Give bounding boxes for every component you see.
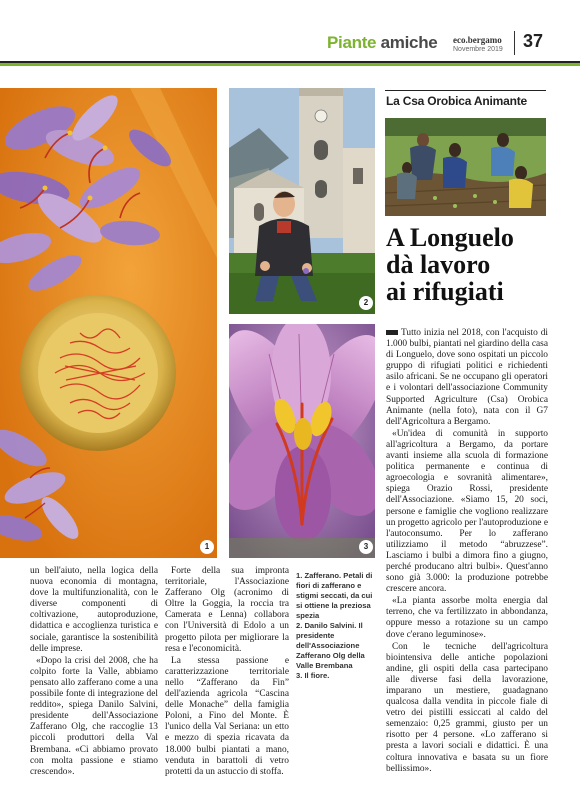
body-paragraph-text: Tutto inizia nel 2018, con l'acquisto di 1.000 bulbi, piantati nel giardino della casa di Longuelo, dove sono ospitati un piccolo gruppo di rifugiati politici e richiedenti asilo africani. Se ne occupano gli operatori e i volontari dell'associazione Community Supported Agriculture (Csa) Orobica Animante (nella foto), nata con il G7 dell'Agricoltura a Bergamo.	[386, 328, 548, 427]
publication-name: eco.bergamo	[453, 35, 502, 45]
danilo-salvini-photo	[229, 88, 375, 314]
article-headline	[386, 224, 556, 305]
headline-line-2: dà lavoro	[386, 250, 491, 279]
section-title-word1: Piante	[327, 33, 377, 52]
section-title	[327, 33, 437, 53]
caption-2: 2. Danilo Salvini. Il presidente dell'Associazione Zafferano Olg della Valle Brembana	[296, 621, 365, 670]
body-paragraph: La stessa passione e caratterizzazione territoriale nello “Zafferano da Fin” dell'azienda agricola “Cascina delle Monache” della famiglia Poloni, a Fino del Monte. È l'unico della Val Seriana: un etto e mezzo di spezia ricavata da 18.000 bulbi piantati a mano, venduta in barattoli di vetro protetti da un astuccio di stoffa.	[165, 655, 289, 777]
page-number: 37	[523, 31, 544, 51]
csa-workers-photo	[385, 118, 546, 216]
crocus-flower-photo	[229, 324, 375, 558]
page-header	[0, 0, 580, 66]
photo-captions	[296, 571, 376, 681]
article-body-right	[386, 328, 548, 776]
caption-1: 1. Zafferano. Petali di fiori di zafferano e stigmi seccati, da cui si ottiene la preziosa spezia	[296, 571, 373, 620]
body-paragraph	[386, 328, 548, 428]
section-label: La Csa Orobica Animante	[386, 94, 527, 108]
headline-line-1: A Longuelo	[386, 223, 514, 252]
body-paragraph: un bell'aiuto, nella logica della nuova economia di montagna, dove la multifunzionalità, con le diverse componenti di coltivazione, autoproduzione, didattica e accoglienza turistica e sociale, garantisce la sostenibilità delle imprese.	[30, 566, 158, 654]
body-paragraph: Forte della sua impronta territoriale, l'Associazione Zafferano Olg (acronimo di Oltre la Goggia, la roccia tra Camerata e Lenna) collabora con l'Università di Edolo a un progetto pilota per migliorare la resa e l'economicità.	[165, 566, 289, 654]
body-paragraph: «Dopo la crisi del 2008, che ha colpito forte la Valle, abbiamo pensato allo zafferano come a una possibile fonte di integrazione del reddito», spiega Danilo Salvini, presidente dell'Associazione Zafferano Olg, che raccoglie 13 piccoli produttori della Val Brembana. «Ci abbiamo provato con molta passione e stiamo crescendo».	[30, 655, 158, 777]
salvini-church-illustration	[229, 88, 375, 314]
section-label-rule	[385, 90, 546, 91]
section-title-word2: amiche	[380, 33, 438, 52]
article-body-col2	[165, 566, 289, 779]
header-accent-rule	[0, 63, 580, 66]
lead-marker-icon	[386, 330, 398, 335]
article-body-col1	[30, 566, 158, 779]
issue-date: Novembre 2019	[453, 46, 503, 53]
header-separator	[514, 31, 515, 55]
photo-badge-3: 3	[359, 540, 373, 554]
caption-3: 3. Il fiore.	[296, 671, 330, 680]
body-paragraph: Con le tecniche dell'agricoltura biointensiva delle antiche popolazioni andine, gli ospiti della casa partecipano alle diverse fasi della lavorazione, imparano un mestiere, guadagnano qualcosa dalla vendita in piccole fiale di vetro dei pistilli essiccati al caldo del semenzaio: 0,25 grammi, giusto per un risotto per 4 persone. «Lo zafferano si presta a lavori sociali e didattici. È una coltura innovativa e basata su un fiore bellissimo».	[386, 641, 548, 774]
headline-line-3: ai rifugiati	[386, 277, 504, 306]
field-workers-illustration	[385, 118, 546, 216]
photo-badge-1: 1	[200, 540, 214, 554]
saffron-flowers-photo	[0, 88, 217, 558]
crocus-illustration	[229, 324, 375, 558]
saffron-flowers-illustration	[0, 88, 217, 558]
body-paragraph: «Un'idea di comunità in supporto all'agricoltura a Bergamo, da portare avanti insieme alla scuola di formazione politica permanente e continua di agroecologia e sovranità alimentare», spiega Orazio Rossi, presidente dell'Associazione. «Siamo 15, 20 soci, persone e famiglie che vogliono realizzare un progetto agricolo per l'autoproduzione e l'autoconsumo. Per lo zafferano utilizziamo il metodo “abruzzese”. Lasciamo i bulbi a dimora fino a giugno, perché producano altri bulbi». Quest'anno sono già 3.000: la produzione potrebbe crescere ancora.	[386, 428, 548, 595]
photo-badge-2: 2	[359, 296, 373, 310]
body-paragraph: «La pianta assorbe molta energia dal terreno, che va fertilizzato in abbondanza, oppure messo a rotazione su un campo dove c'erano leguminose».	[386, 596, 548, 640]
